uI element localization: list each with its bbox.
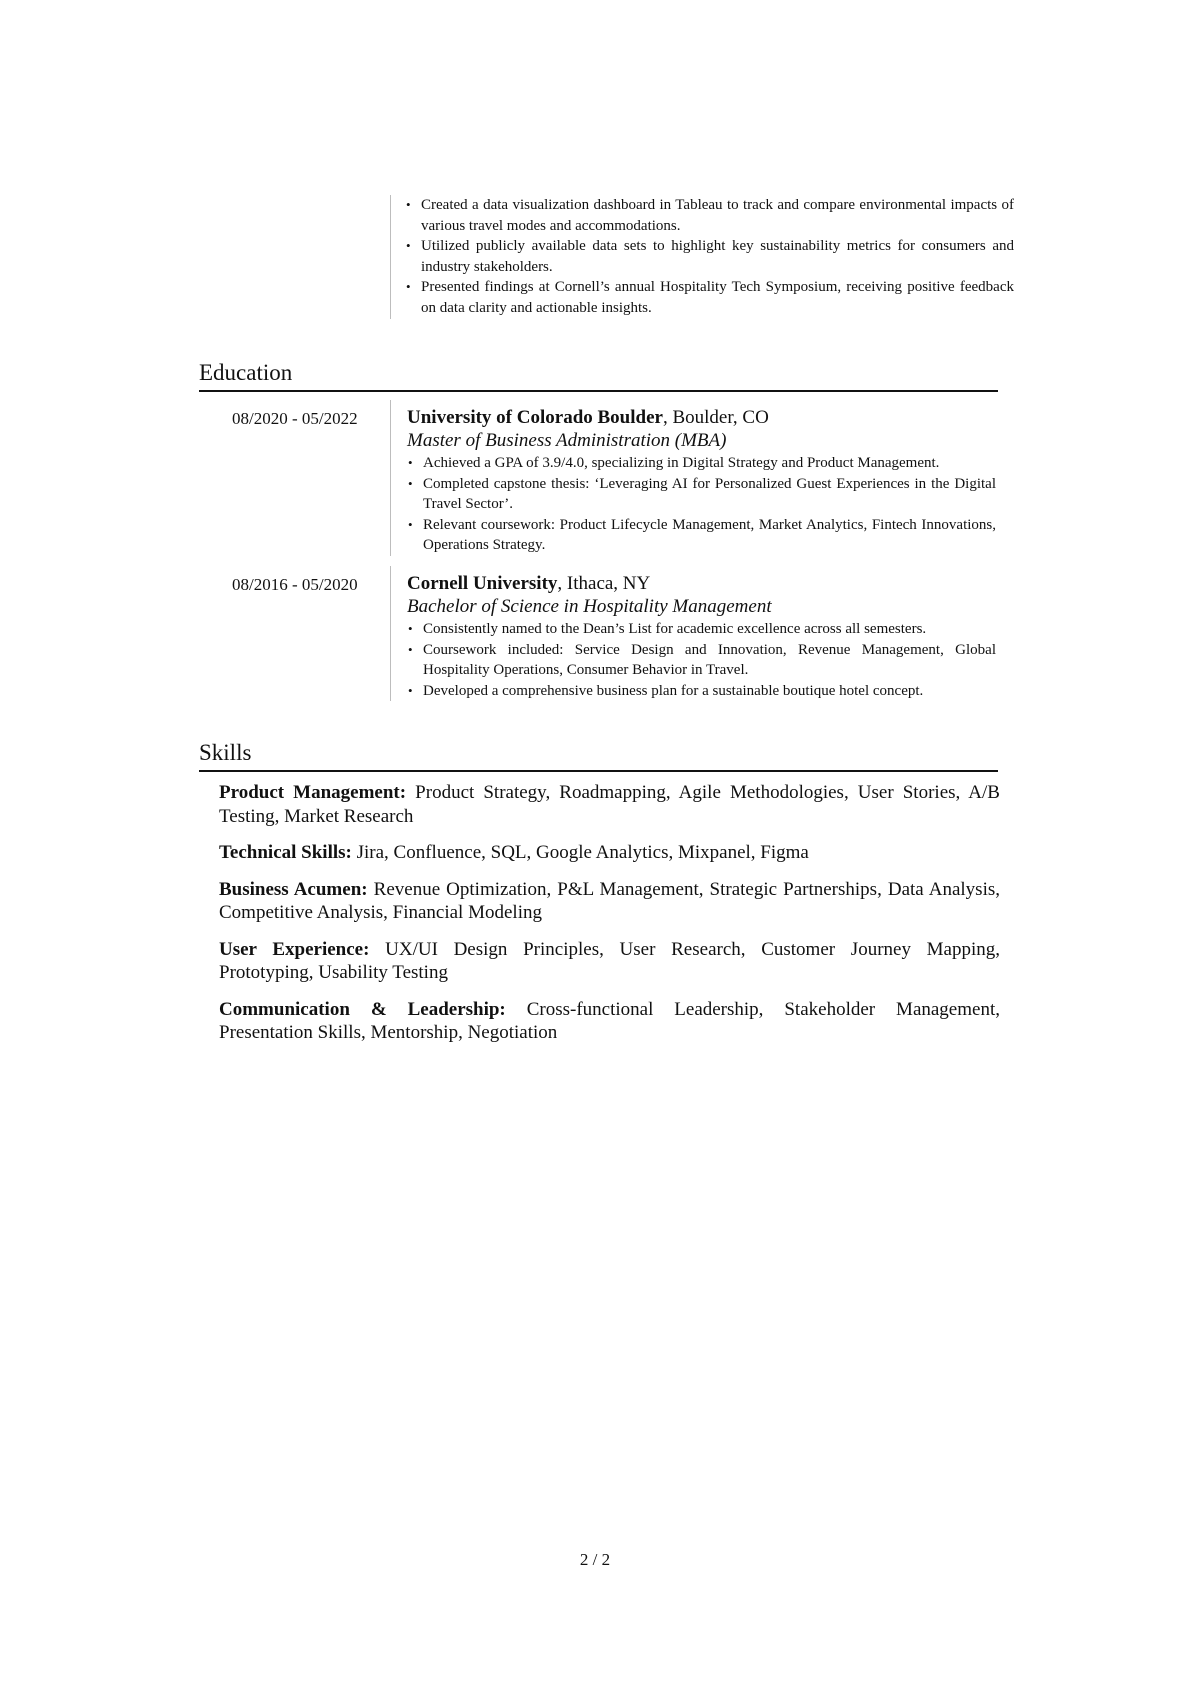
institution-name: University of Colorado Boulder: [407, 407, 663, 428]
skill-value: Jira, Confluence, SQL, Google Analytics, Mixpanel, Figma: [351, 842, 809, 863]
skill-item: [219, 841, 1000, 865]
institution-line: [407, 572, 996, 595]
education-bullets: [407, 453, 996, 556]
skill-value: UX/UI Design Principles, User Research, Customer Journey Mapping, Prototyping, Usability Testing: [219, 938, 1001, 983]
skill-label: Business Acumen:: [219, 878, 368, 900]
skill-value: Revenue Optimization, P&L Management, Strategic Partnerships, Data Analysis, Competitive Analysis, Financial Modeling: [219, 878, 1000, 923]
institution-name: Cornell University: [407, 573, 558, 594]
education-date: 08/2020 - 05/2022: [232, 409, 358, 428]
skill-item: [219, 998, 1000, 1045]
project-continuation: [390, 195, 1014, 319]
education-bullet: • Consistently named to the Dean’s List for academic excellence across all semesters.: [407, 619, 996, 640]
education-bullet: • Relevant coursework: Product Lifecycle Management, Market Analytics, Fintech Innovations, Operations Strategy.: [407, 515, 996, 556]
education-heading: Education: [199, 359, 998, 392]
degree-title: Bachelor of Science in Hospitality Management: [407, 596, 772, 617]
skill-label: Technical Skills:: [219, 842, 352, 863]
skill-value: Cross-functional Leadership, Stakeholder Management, Presentation Skills, Mentorship, Negotiation: [219, 998, 1000, 1043]
project-bullet: • Utilized publicly available data sets to highlight key sustainability metrics for consumers and industry stakeholders.: [405, 236, 1014, 277]
education-bullet: • Developed a comprehensive business plan for a sustainable boutique hotel concept.: [407, 681, 996, 702]
skill-label: Product Management:: [219, 782, 407, 803]
education-date: 08/2016 - 05/2020: [232, 575, 358, 594]
education-bullet: • Achieved a GPA of 3.9/4.0, specializing in Digital Strategy and Product Management.: [407, 453, 996, 474]
skill-value: Product Strategy, Roadmapping, Agile Methodologies, User Stories, A/B Testing, Market Research: [219, 782, 1000, 827]
skill-item: [219, 781, 1000, 828]
skill-label: User Experience:: [219, 938, 370, 960]
education-bullets: [407, 619, 996, 701]
institution-location: , Boulder, CO: [662, 407, 769, 428]
institution-location: , Ithaca, NY: [557, 573, 651, 594]
degree-title: Master of Business Administration (MBA): [407, 430, 727, 451]
project-bullets: [405, 195, 1014, 319]
skills-list: [219, 781, 1000, 1058]
page-number: 2 / 2: [579, 1550, 611, 1569]
education-bullet: • Completed capstone thesis: ‘Leveraging AI for Personalized Guest Experiences in the Digital Travel Sector’.: [407, 474, 996, 515]
project-bullet: • Created a data visualization dashboard in Tableau to track and compare environmental impacts of various travel modes and accommodations.: [405, 195, 1014, 236]
skills-heading: Skills: [199, 739, 998, 772]
skill-item: [219, 878, 1000, 925]
education-detail: [390, 400, 996, 556]
education-detail: [390, 566, 996, 701]
project-bullet: • Presented findings at Cornell’s annual Hospitality Tech Symposium, receiving positive feedback on data clarity and actionable insights.: [405, 277, 1014, 318]
skill-item: [219, 938, 1000, 985]
education-bullet: • Coursework included: Service Design and Innovation, Revenue Management, Global Hospitality Operations, Consumer Behavior in Travel.: [407, 640, 996, 681]
skill-label: Communication & Leadership:: [219, 998, 506, 1020]
institution-line: [407, 406, 996, 429]
